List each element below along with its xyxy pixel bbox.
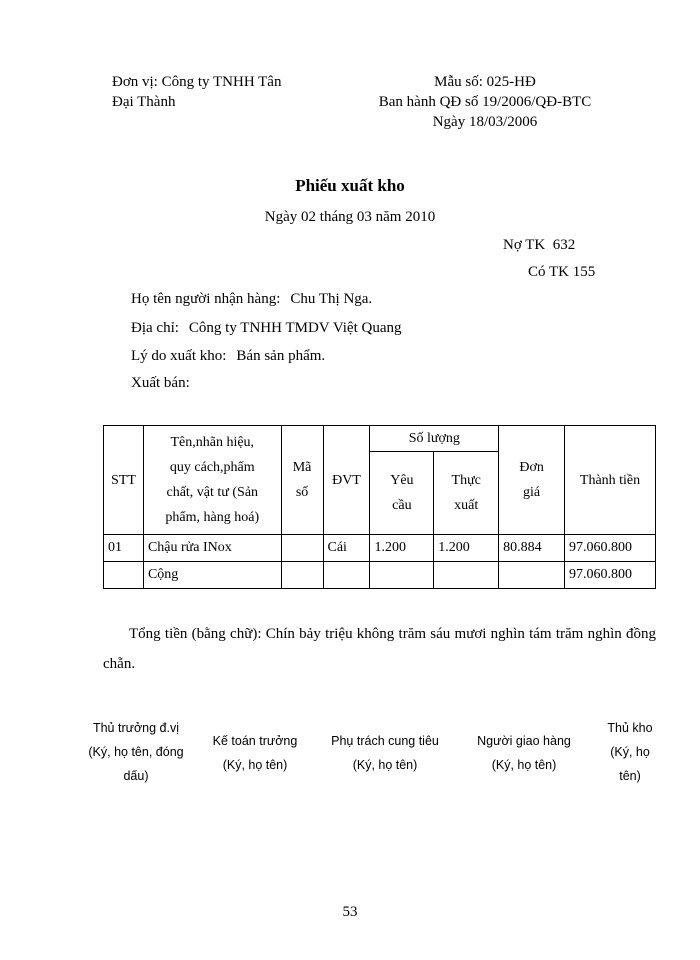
signature-supply [314,729,456,777]
receiver-label: Họ tên người nhận hàng: [131,291,281,307]
total-empty-stt [104,562,144,589]
signature-head-note-line-1: (Ký, họ tên, đóng [88,745,184,759]
signature-deliverer-title: Người giao hàng [477,734,571,748]
address-value: Công ty TNHH TMDV Việt Quang [188,320,402,336]
unit-line-1: Đơn vị: Công ty TNHH Tân [112,74,282,90]
reason-value: Bán sản phẩm. [236,348,326,364]
header-item-name-line-3: chất, vật tư (Sản [166,485,259,500]
header-item-name-line-1: Tên,nhãn hiệu, [170,435,255,450]
sale-line [131,373,190,393]
signature-chief-accountant-title: Kế toán trưởng [212,734,298,748]
total-empty-code [281,562,323,589]
cell-actual: 1.200 [434,535,499,562]
cell-amount: 97.060.800 [565,535,656,562]
cell-stt: 01 [104,535,144,562]
signature-head-title: Thủ trưởng đ.vị [92,721,180,735]
form-decree: Ban hành QĐ số 19/2006/QĐ-BTC [378,94,592,110]
address-label: Địa chỉ: [131,320,179,336]
form-code: Mẫu số: 025-HĐ [434,74,536,90]
cell-unit: Cái [323,535,370,562]
receiver-value: Chu Thị Nga. [290,291,373,307]
header-stt: STT [104,426,144,535]
cell-item-name: Chậu rửa INox [143,535,281,562]
signature-head-note-line-2: dấu) [123,769,149,783]
header-item-name [143,426,281,535]
header-price [499,426,565,535]
reason-line [131,346,325,366]
header-unit: ĐVT [323,426,370,535]
header-quantity: Số lượng [370,426,499,452]
header-actual-line-1: Thực [451,473,481,488]
form-info-block [360,72,610,132]
goods-table [103,425,656,589]
unit-block [112,72,312,112]
total-empty-unit [323,562,370,589]
header-code [281,426,323,535]
cell-requested: 1.200 [370,535,434,562]
total-in-words: Tổng tiền (bằng chữ): Chín bảy triệu không trăm sáu mươi nghìn tám trăm nghìn đồng chẵn. [103,626,656,672]
table-row [104,535,656,562]
page-number: 53 [342,904,358,920]
form-date: Ngày 18/03/2006 [432,114,538,130]
header-actual [434,452,499,535]
cell-code [281,535,323,562]
signature-storekeeper-title: Thủ kho [607,721,653,735]
document-title: Phiếu xuất kho [295,176,405,195]
total-empty-requested [370,562,434,589]
debit-account: Nợ TK 632 [503,237,576,253]
header-price-line-1: Đơn [519,460,544,475]
header-requested-line-1: Yêu [390,473,414,488]
signature-deliverer [456,729,592,777]
total-amount: 97.060.800 [565,562,656,589]
signature-chief-accountant [196,729,314,777]
total-empty-price [499,562,565,589]
signature-supply-note: (Ký, họ tên) [352,758,418,772]
header-item-name-line-4: phẩm, hàng hoá) [165,510,260,525]
cell-price: 80.884 [499,535,565,562]
header-requested [370,452,434,535]
signature-storekeeper-note-line-1: (Ký, họ [610,745,650,759]
unit-line-2: Đại Thành [112,94,176,110]
total-empty-actual [434,562,499,589]
header-code-line-1: Mã [292,460,312,475]
signature-supply-title: Phụ trách cung tiêu [331,734,439,748]
sale-label: Xuất bán: [131,375,190,391]
document-date: Ngày 02 tháng 03 năm 2010 [264,209,436,225]
total-row [104,562,656,589]
header-amount: Thành tiền [565,426,656,535]
signature-head [76,716,196,788]
signature-storekeeper [592,716,668,788]
signature-storekeeper-note-line-2: tên) [619,769,641,783]
header-requested-line-2: cầu [392,498,412,513]
signature-chief-accountant-note: (Ký, họ tên) [222,758,288,772]
header-price-line-2: giá [523,485,541,500]
header-item-name-line-2: quy cách,phẩm [169,460,255,475]
address-line [131,318,401,338]
header-code-line-2: số [295,485,309,500]
total-label: Cộng [143,562,281,589]
signature-deliverer-note: (Ký, họ tên) [491,758,557,772]
header-actual-line-2: xuất [454,498,479,513]
reason-label: Lý do xuất kho: [131,348,227,364]
receiver-line [131,289,372,309]
credit-account: Có TK 155 [528,264,596,280]
